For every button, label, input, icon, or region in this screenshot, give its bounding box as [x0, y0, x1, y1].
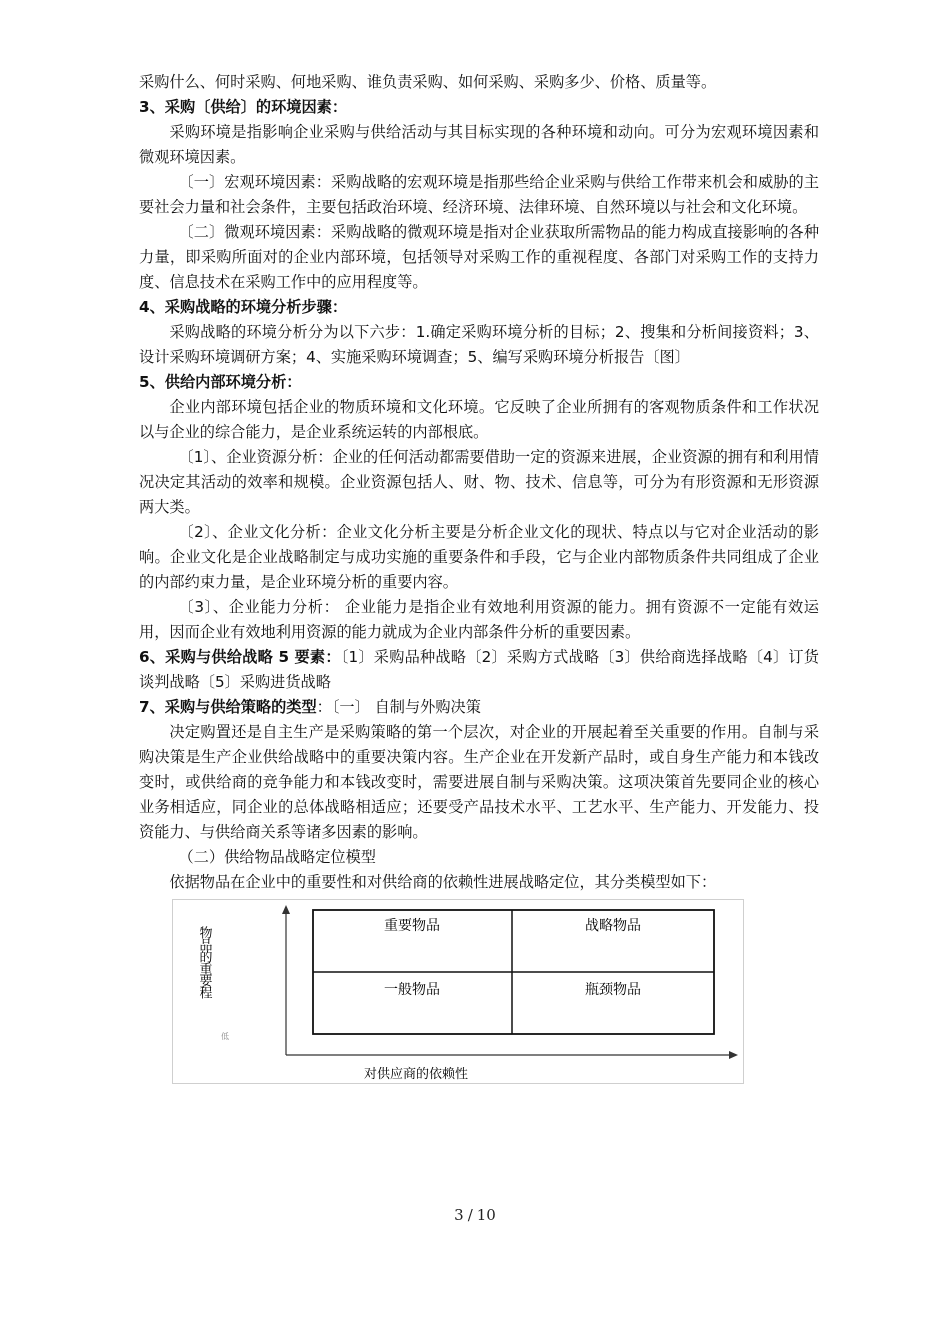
paragraph-10: （二）供给物品战略定位模型	[178, 848, 376, 866]
heading-5: 5、供给内部环境分析：	[139, 373, 302, 391]
heading-7-title: 7、采购与供给策略的类型	[139, 698, 317, 716]
paragraph-6: 〔1〕、企业资源分析：企业的任何活动都需要借助一定的资源来进展，企业资源的拥有和利用情况决定其活动的效率和规模。企业资源包括人、财、物、技术、信息等，可分为有形资源和无形资源两大类。	[139, 448, 819, 516]
y-axis-arrow	[282, 905, 290, 914]
page-separator: /	[467, 1206, 473, 1224]
paragraph-3: 〔二〕微观环境因素：采购战略的微观环境是指对企业获取所需物品的能力构成直接影响的各种力量，即采购所面对的企业内部环境，包括领导对采购工作的重视程度、各部门对采购工作的支持力度、信息技术在采购工作中的应用程度等。	[139, 223, 819, 291]
quadrant-label-important: 重要物品	[384, 918, 440, 934]
heading-6-title: 6、采购与供给战略 5 要素：	[139, 648, 341, 666]
heading-7-sub: ：〔一〕 自制与外购决策	[316, 698, 481, 716]
document-body	[139, 70, 819, 1084]
positioning-model-diagram	[173, 900, 743, 1083]
heading-6-items: 〔1〕采购品种战略〔2〕采购方式战略〔3〕供给商选择战略〔4〕订货谈判战略〔5〕采购进货战略	[139, 648, 819, 691]
paragraph-8: 〔3〕、企业能力分析： 企业能力是指企业有效地利用资源的能力。拥有资源不一定能有效运用，因而企业有效地利用资源的能力就成为企业内部条件分析的重要因素。	[139, 598, 819, 641]
total-pages: 10	[476, 1206, 496, 1224]
y-axis-label: 物品的重要程	[196, 926, 212, 998]
x-axis-arrow	[729, 1051, 738, 1059]
heading-7	[139, 695, 819, 720]
paragraph-9: 决定购置还是自主生产是采购策略的第一个层次，对企业的开展起着至关重要的作用。自制与采购决策是生产企业供给战略中的重要决策内容。生产企业在开发新产品时，或自身生产能力和本钱改变时，或供给商的竞争能力和本钱改变时，需要进展自制与采购决策。这项决策首先要同企业的核心业务相适应，同企业的总体战略相适应；还要受产品技术水平、工艺水平、生产能力、开发能力、投资能力、与供给商关系等诸多因素的影响。	[139, 723, 819, 841]
paragraph-5: 企业内部环境包括企业的物质环境和文化环境。它反映了企业所拥有的客观物质条件和工作状况以与企业的综合能力，是企业系统运转的内部根底。	[139, 398, 819, 441]
positioning-model-figure	[172, 899, 744, 1084]
quadrant-label-general: 一般物品	[384, 982, 440, 998]
x-axis-label: 对供应商的依赖性	[363, 1067, 469, 1082]
paragraph-7: 〔2〕、企业文化分析：企业文化分析主要是分析企业文化的现状、特点以与它对企业活动的影响。企业文化是企业战略制定与成功实施的重要条件和手段，它与企业内部物质条件共同组成了企业的内部约束力量，是企业环境分析的重要内容。	[139, 523, 819, 591]
page-number-footer	[0, 1206, 950, 1224]
paragraph-4: 采购战略的环境分析分为以下六步：1.确定采购环境分析的目标；2、搜集和分析间接资料；3、设计采购环境调研方案；4、实施采购环境调查；5、编写采购环境分析报告〔图〕	[139, 323, 819, 366]
paragraph-2: 〔一〕宏观环境因素：采购战略的宏观环境是指那些给企业采购与供给工作带来机会和威胁的主要社会力量和社会条件，主要包括政治环境、经济环境、法律环境、自然环境以与社会和文化环境。	[139, 173, 819, 216]
quadrant-label-strategic: 战略物品	[585, 918, 641, 934]
current-page-number: 3	[454, 1206, 464, 1224]
heading-4: 4、采购战略的环境分析步骤：	[139, 298, 348, 316]
heading-3: 3、采购〔供给〕的环境因素：	[139, 98, 348, 116]
quadrant-label-bottleneck: 瓶颈物品	[585, 982, 641, 998]
paragraph-1: 采购环境是指影响企业采购与供给活动与其目标实现的各种环境和动向。可分为宏观环境因素和微观环境因素。	[139, 123, 819, 166]
heading-6	[139, 645, 819, 695]
paragraph-0: 采购什么、何时采购、何地采购、谁负责采购、如何采购、采购多少、价格、质量等。	[139, 73, 717, 91]
paragraph-11: 依据物品在企业中的重要性和对供给商的依赖性进展战略定位，其分类模型如下：	[169, 873, 717, 891]
low-mark: 低	[221, 1032, 229, 1041]
